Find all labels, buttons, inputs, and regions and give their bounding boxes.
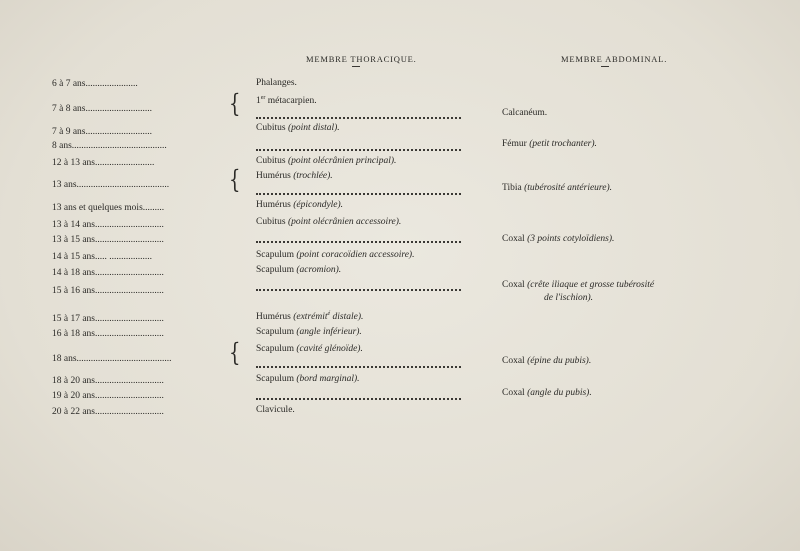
thor-dotted-leader <box>256 117 461 119</box>
age-12-13: 12 à 13 ans......................... <box>52 158 155 168</box>
age-14-15: 14 à 15 ans..... .................. <box>52 252 153 262</box>
ab-coxal-ischion: de l'ischion). <box>544 293 593 303</box>
age-15-16: 15 à 16 ans............................. <box>52 286 164 296</box>
thor-scapulum-acromion: Scapulum (acromion). <box>256 265 342 275</box>
thor-cubitus-olecranien-accessoire: Cubitus (point olécrânien accessoire). <box>256 217 402 227</box>
header-dash-abdominal <box>601 66 609 67</box>
age-7-8: 7 à 8 ans............................ <box>52 104 153 114</box>
age-8: 8 ans........................................ <box>52 141 167 151</box>
age-7-9: 7 à 9 ans............................ <box>52 127 153 137</box>
thor-scapulum-bord-marginal: Scapulum (bord marginal). <box>256 374 360 384</box>
age-13-15: 13 à 15 ans............................. <box>52 235 164 245</box>
ab-tibia: Tibia (tubérosité antérieure). <box>502 183 613 193</box>
ab-calcaneum: Calcanéum. <box>502 108 548 118</box>
age-13-quelques-mois: 13 ans et quelques mois......... <box>52 203 165 213</box>
thor-humerus-extremite-distale: Humérus (extrémit$^é$ distale). <box>256 311 364 323</box>
header-membre-thoracique: MEMBRE THORACIQUE. <box>306 54 417 64</box>
ab-coxal-cotyloidiens: Coxal (3 points cotyloïdiens). <box>502 234 615 244</box>
thor-metacarpien: 1er métacarpien. <box>256 95 317 107</box>
thor-dotted-leader <box>256 149 461 151</box>
age-15-17: 15 à 17 ans............................. <box>52 314 164 324</box>
age-14-18: 14 à 18 ans............................. <box>52 268 164 278</box>
brace-7-8: { <box>229 89 241 119</box>
age-13-14: 13 à 14 ans............................. <box>52 220 164 230</box>
age-18-20: 18 à 20 ans............................. <box>52 376 164 386</box>
header-membre-abdominal: MEMBRE ABDOMINAL. <box>561 54 668 64</box>
thor-scapulum-coracoidien: Scapulum (point coracoïdien accessoire). <box>256 250 415 260</box>
age-19-20: 19 à 20 ans............................. <box>52 391 164 401</box>
age-16-18: 16 à 18 ans............................. <box>52 329 164 339</box>
thor-humerus-epicondyle: Humérus (épicondyle). <box>256 200 344 210</box>
ab-coxal-epine-pubis: Coxal (épine du pubis). <box>502 356 592 366</box>
brace-18: { <box>229 338 241 368</box>
thor-cubitus-distal: Cubitus (point distal). <box>256 123 340 133</box>
ab-coxal-crete-iliaque: Coxal (crête iliaque et grosse tubérosité <box>502 280 655 290</box>
ab-femur: Fémur (petit trochanter). <box>502 139 597 149</box>
thor-cubitus-olecranien-principal: Cubitus (point olécrânien principal). <box>256 156 397 166</box>
thor-humerus-trochlee: Humérus (trochlée). <box>256 171 333 181</box>
thor-dotted-leader <box>256 241 461 243</box>
age-13: 13 ans....................................... <box>52 180 170 190</box>
age-6-7: 6 à 7 ans...................... <box>52 79 138 89</box>
ab-coxal-angle-pubis: Coxal (angle du pubis). <box>502 388 592 398</box>
thor-phalanges: Phalanges. <box>256 78 297 88</box>
thor-scapulum-cavite-glenoide: Scapulum (cavité glénoïde). <box>256 344 363 354</box>
header-dash-thoracique <box>352 66 360 67</box>
age-20-22: 20 à 22 ans............................. <box>52 407 164 417</box>
age-18: 18 ans........................................ <box>52 354 172 364</box>
brace-13: { <box>229 165 241 195</box>
thor-dotted-leader <box>256 193 461 195</box>
thor-dotted-leader <box>256 289 461 291</box>
thor-dotted-leader <box>256 398 461 400</box>
thor-scapulum-angle-inferieur: Scapulum (angle inférieur). <box>256 327 362 337</box>
thor-clavicule: Clavicule. <box>256 405 295 415</box>
thor-dotted-leader <box>256 366 461 368</box>
